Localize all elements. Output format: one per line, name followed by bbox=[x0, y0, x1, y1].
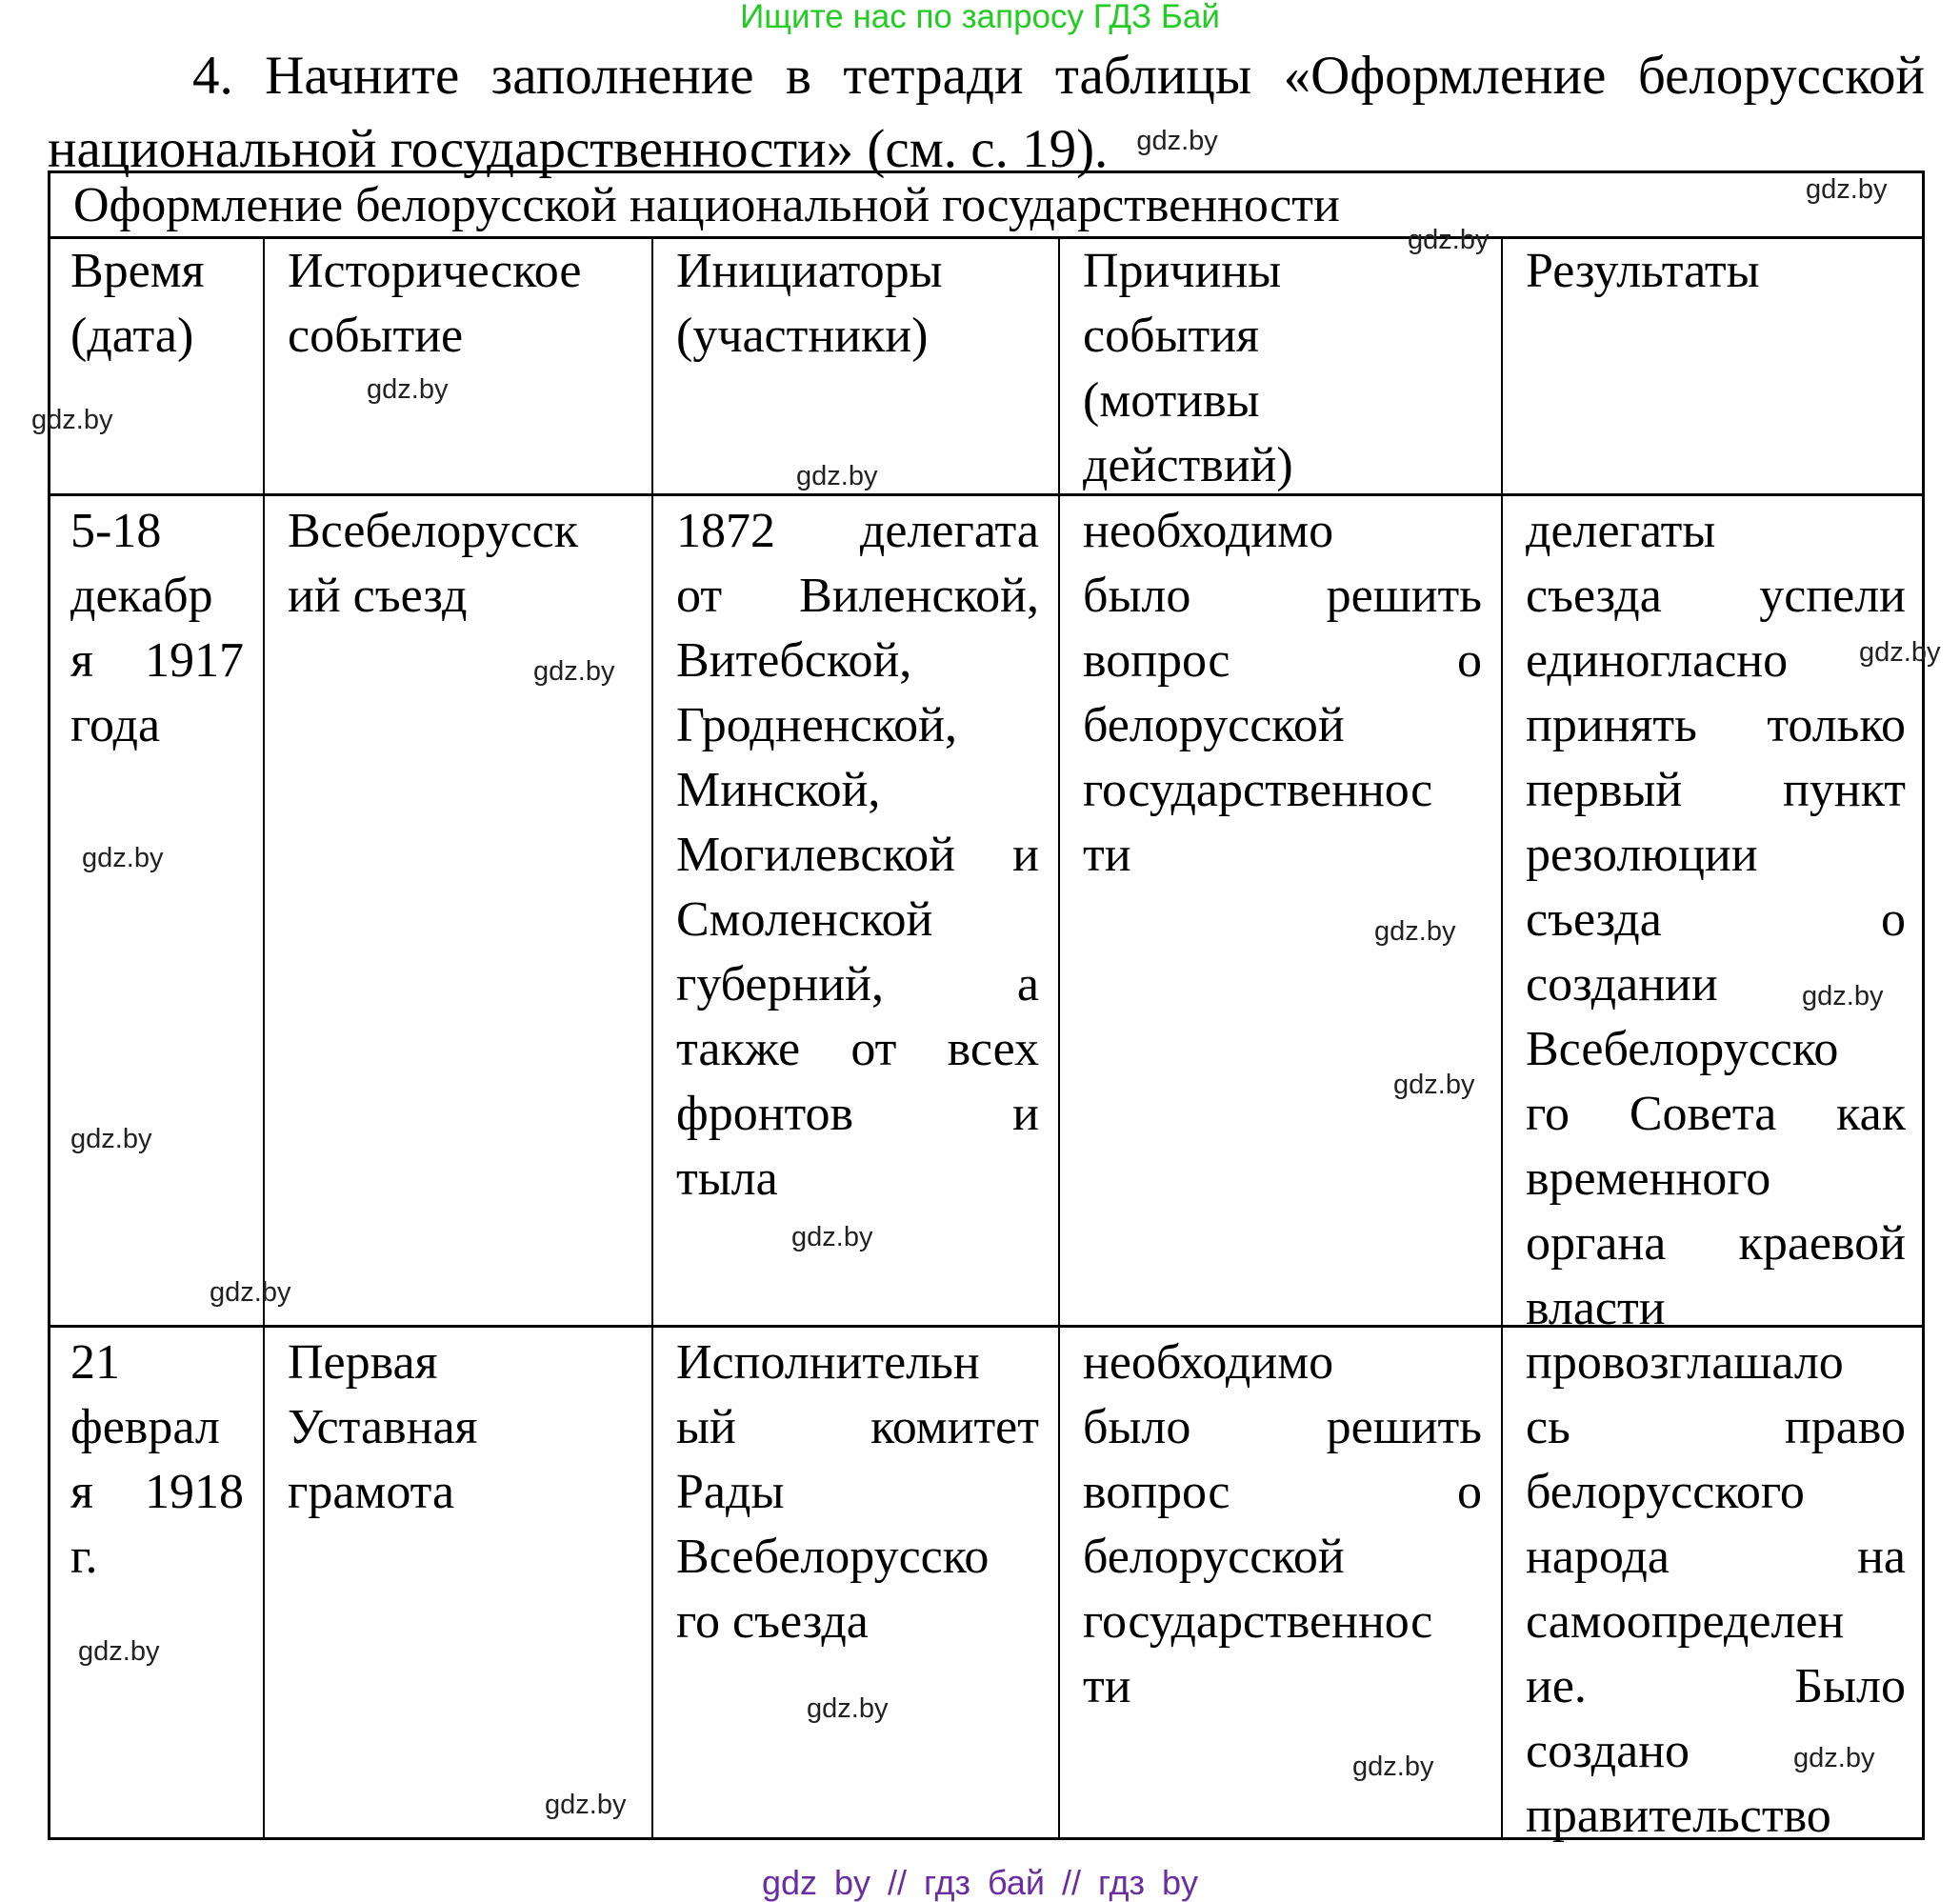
table-title: Оформление белорусской национальной государственности bbox=[50, 173, 1922, 239]
cell-initiators bbox=[651, 496, 1058, 1325]
task-line-2: национальной государственности» (см. с. 19). bbox=[48, 119, 1109, 179]
cell-text-line: декабр bbox=[70, 569, 213, 623]
cell-text-line: необходимо bbox=[1083, 1335, 1334, 1390]
watermark: gdz.by bbox=[791, 1222, 873, 1252]
cell-causes bbox=[1058, 496, 1501, 1325]
cell-text-line: ый комитет bbox=[676, 1400, 1039, 1454]
search-hint-banner: Ищите нас по запросу ГДЗ Бай bbox=[740, 0, 1220, 35]
cell-text-line: было решить bbox=[1083, 1400, 1482, 1454]
cell-text-line: я 1918 bbox=[70, 1465, 244, 1519]
cell-initiators bbox=[651, 1328, 1058, 1840]
watermark: gdz.by bbox=[82, 843, 164, 873]
cell-text-line: Могилевской и bbox=[676, 828, 1039, 882]
cell-text-line: Всебелорусск bbox=[288, 504, 579, 558]
watermark: gdz.by bbox=[1859, 637, 1941, 668]
cell-text-line: белорусского bbox=[1526, 1465, 1805, 1519]
cell-event bbox=[263, 1328, 651, 1840]
watermark: gdz.by bbox=[1393, 1070, 1475, 1100]
cell-text-line: создании bbox=[1526, 957, 1718, 1011]
cell-text-line: действий) bbox=[1083, 438, 1293, 492]
cell-text-line: государственнос bbox=[1083, 1594, 1433, 1649]
cell-text-line: Гродненской, bbox=[676, 698, 958, 752]
watermark: gdz.by bbox=[1352, 1752, 1434, 1782]
cell-text-line: резолюции bbox=[1526, 828, 1758, 882]
watermark: gdz.by bbox=[1136, 126, 1218, 156]
header-causes bbox=[1058, 236, 1501, 493]
statehood-table bbox=[48, 170, 1925, 1843]
cell-text-line: события bbox=[1083, 309, 1259, 363]
cell-text-line: 5-18 bbox=[70, 504, 162, 558]
table-row bbox=[50, 496, 1922, 1335]
cell-text-line: го Совета как bbox=[1526, 1087, 1906, 1141]
watermark: gdz.by bbox=[1793, 1743, 1875, 1773]
cell-text-line: Рады bbox=[676, 1465, 785, 1519]
task-line-1: 4. Начните заполнение в тетради таблицы «Оформление белорусской bbox=[192, 46, 1925, 106]
watermark: gdz.by bbox=[1374, 916, 1456, 947]
cell-text-line: ти bbox=[1083, 828, 1131, 882]
cell-text-line: съезда успели bbox=[1526, 569, 1906, 623]
cell-text-line: Витебской, bbox=[676, 633, 912, 688]
watermark: gdz.by bbox=[78, 1636, 160, 1667]
cell-text-line: (мотивы bbox=[1083, 373, 1260, 428]
cell-text-line: (дата) bbox=[70, 309, 194, 363]
cell-text-line: Исполнительн bbox=[676, 1335, 980, 1390]
cell-text-line: государственнос bbox=[1083, 763, 1433, 817]
table-row bbox=[50, 1328, 1922, 1843]
watermark: gdz.by bbox=[367, 374, 449, 405]
cell-text-line: Первая bbox=[288, 1335, 438, 1390]
watermark: gdz.by bbox=[1408, 225, 1490, 255]
cell-text-line: ий съезд bbox=[288, 569, 468, 623]
cell-results bbox=[1501, 496, 1925, 1335]
cell-text-line: необходимо bbox=[1083, 504, 1334, 558]
header-row bbox=[50, 236, 1922, 496]
cell-text-line: года bbox=[70, 698, 161, 752]
header-results bbox=[1501, 236, 1925, 493]
cell-text-line: г. bbox=[70, 1530, 98, 1584]
cell-event bbox=[263, 496, 651, 1325]
cell-text-line: Время bbox=[70, 244, 205, 298]
cell-text-line: 21 bbox=[70, 1335, 120, 1390]
cell-date bbox=[48, 1328, 263, 1840]
header-date bbox=[48, 236, 263, 493]
cell-text-line: провозглашало bbox=[1526, 1335, 1844, 1390]
cell-text-line: создано bbox=[1526, 1724, 1690, 1778]
watermark: gdz.by bbox=[533, 656, 615, 687]
task-text bbox=[48, 44, 1925, 182]
header-event bbox=[263, 236, 651, 493]
cell-text-line: событие bbox=[288, 309, 464, 363]
cell-text-line: Уставная bbox=[288, 1400, 478, 1454]
cell-text-line: белорусской bbox=[1083, 1530, 1345, 1584]
cell-text-line: феврал bbox=[70, 1400, 220, 1454]
cell-text-line: самоопределен bbox=[1526, 1594, 1845, 1649]
cell-text-line: первый пункт bbox=[1526, 763, 1906, 817]
cell-text-line: органа краевой bbox=[1526, 1216, 1906, 1271]
cell-text-line: Историческое bbox=[288, 244, 582, 298]
cell-text-line: Всебелорусско bbox=[1526, 1022, 1839, 1076]
cell-text-line: грамота bbox=[288, 1465, 455, 1519]
cell-causes bbox=[1058, 1328, 1501, 1840]
cell-text-line: го съезда bbox=[676, 1594, 869, 1649]
cell-text-line: ие. Было bbox=[1526, 1659, 1906, 1713]
cell-text-line: также от всех bbox=[676, 1022, 1039, 1076]
watermark: gdz.by bbox=[1802, 981, 1884, 1011]
cell-text-line: вопрос о bbox=[1083, 633, 1482, 688]
cell-text-line: народа на bbox=[1526, 1530, 1906, 1584]
footer-watermark: gdz by // гдз бай // гдз by bbox=[761, 1863, 1199, 1902]
cell-text-line: принять только bbox=[1526, 698, 1906, 752]
cell-text-line: Смоленской bbox=[676, 892, 933, 947]
cell-text-line: вопрос о bbox=[1083, 1465, 1482, 1519]
cell-text-line: фронтов и bbox=[676, 1087, 1039, 1141]
cell-text-line: Инициаторы bbox=[676, 244, 943, 298]
cell-text-line: Причины bbox=[1083, 244, 1282, 298]
cell-text-line: съезда о bbox=[1526, 892, 1906, 947]
cell-text-line: белорусской bbox=[1083, 698, 1345, 752]
watermark: gdz.by bbox=[796, 461, 878, 491]
cell-date bbox=[48, 496, 263, 1325]
cell-text-line: было решить bbox=[1083, 569, 1482, 623]
watermark: gdz.by bbox=[31, 405, 113, 435]
cell-text-line: Результаты bbox=[1526, 244, 1760, 298]
watermark: gdz.by bbox=[1806, 174, 1888, 205]
cell-text-line: (участники) bbox=[676, 309, 929, 363]
header-initiators bbox=[651, 236, 1058, 493]
cell-text-line: от Виленской, bbox=[676, 569, 1039, 623]
cell-text-line: 1872 делегата bbox=[676, 504, 1039, 558]
cell-text-line: губерний, а bbox=[676, 957, 1039, 1011]
cell-text-line: временного bbox=[1526, 1151, 1771, 1206]
cell-text-line: тыла bbox=[676, 1151, 778, 1206]
watermark: gdz.by bbox=[545, 1790, 627, 1820]
cell-text-line: единогласно bbox=[1526, 633, 1789, 688]
cell-text-line: делегаты bbox=[1526, 504, 1716, 558]
watermark: gdz.by bbox=[807, 1693, 889, 1724]
cell-text-line: правительство bbox=[1526, 1789, 1831, 1843]
cell-text-line: сь право bbox=[1526, 1400, 1906, 1454]
cell-text-line: ти bbox=[1083, 1659, 1131, 1713]
cell-text-line: я 1917 bbox=[70, 633, 244, 688]
cell-text-line: Всебелорусско bbox=[676, 1530, 990, 1584]
cell-text-line: Минской, bbox=[676, 763, 881, 817]
watermark: gdz.by bbox=[70, 1124, 152, 1154]
cell-text-line: власти bbox=[1526, 1281, 1666, 1335]
watermark: gdz.by bbox=[210, 1277, 291, 1308]
